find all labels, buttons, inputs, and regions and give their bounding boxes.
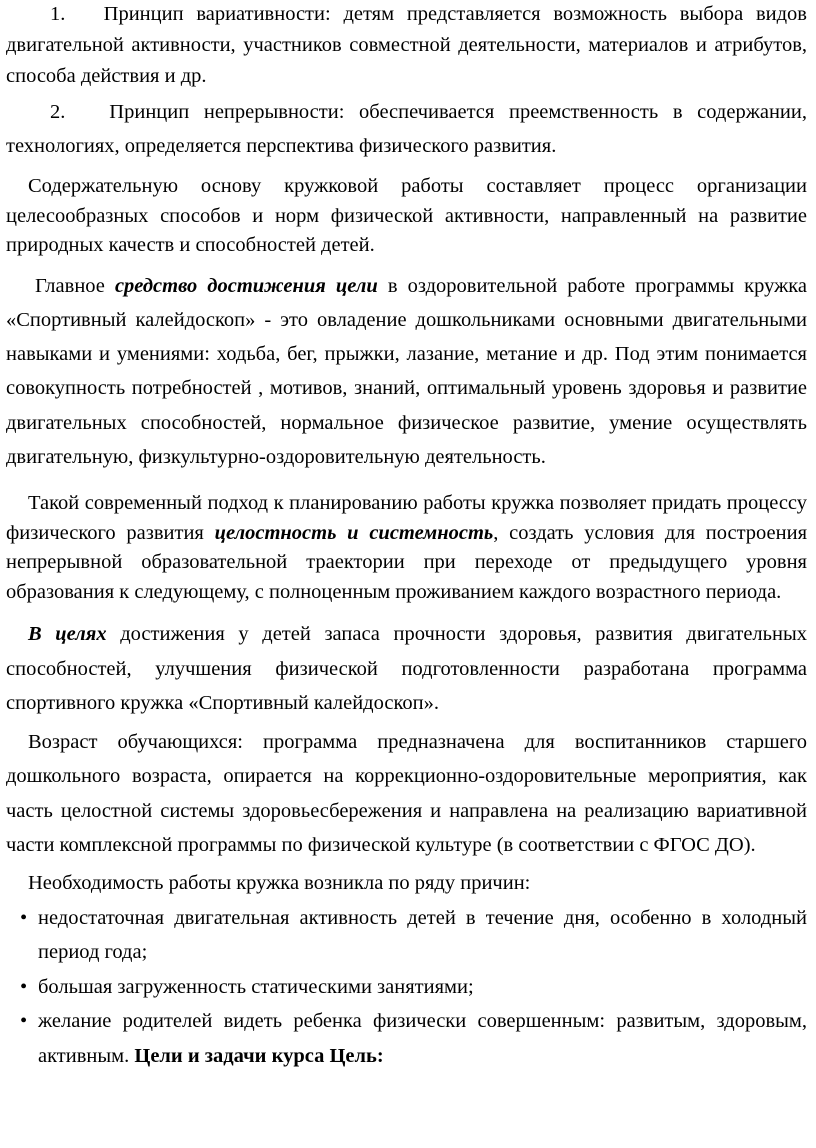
content-basis-paragraph — [6, 172, 807, 261]
paragraph-text: достижения у детей запаса прочности здоровья, развития двигательных способностей, улучшения физической подготовленности разработана программа спортивного кружка «Спортивный калейдоскоп». — [6, 623, 807, 714]
emphasis-text: средство достижения цели — [114, 274, 378, 297]
paragraph-text: Такой современный подход к планированию работы кружка позволяет придать процессу физического развития — [6, 492, 807, 544]
list-item-text: желание родителей видеть ребенка физически совершенным: развитым, здоровым, активным. — [38, 1010, 807, 1067]
list-number: 1. — [50, 3, 66, 25]
paragraph-text: Необходимость работы кружка возникла по ряду причин: — [28, 872, 531, 895]
paragraph-text: Главное — [35, 274, 115, 297]
list-item — [6, 901, 807, 970]
paragraph-text: Содержательную основу кружковой работы составляет процесс организации целесообразных способов и норм физической активности, направленный на развитие природных качеств и способностей детей. — [6, 175, 807, 256]
paragraph-text: , создать условия для построения непрерывной образовательной траектории при переходе от предыдущего уровня образования к следующему, с полноценным проживанием каждого возрастного периода. — [6, 521, 807, 603]
age-paragraph — [6, 725, 807, 862]
list-item — [6, 1004, 807, 1073]
paragraph-text: Принцип вариативности: детям представляется возможность выбора видов двигательной активности, участников совместной деятельности, материалов и атрибутов, способа действия и др. — [6, 3, 807, 87]
goals-paragraph — [6, 617, 807, 720]
list-item-text: недостаточная двигательная активность детей в течение дня, особенно в холодный период года; — [38, 906, 807, 964]
bullet-icon: • — [20, 975, 28, 998]
list-number: 2. — [50, 101, 66, 123]
principle-2-paragraph — [6, 96, 807, 163]
paragraph-text: Возраст обучающихся: программа предназначена для воспитанников старшего дошкольного возраста, опирается на коррекционно-оздоровительные мероприятия, как часть целостной системы здоровьесбережения и направлена на реализацию вариативной части комплексной программы по физической культуре (в соответствии с ФГОС ДО). — [6, 731, 807, 857]
list-item-text: большая загруженность статическими занятиями; — [38, 975, 474, 998]
bullet-icon: • — [20, 906, 28, 929]
modern-approach-paragraph — [6, 489, 807, 607]
list-item — [6, 970, 807, 1005]
bullet-icon: • — [20, 1010, 28, 1033]
paragraph-text: Принцип непрерывности: обеспечивается преемственность в содержании, технологиях, определяется перспектива физического развития. — [6, 101, 807, 157]
paragraph-text: в оздоровительной работе программы кружка «Спортивный калейдоскоп» - это овладение дошкольниками основными двигательными навыками и умениями: ходьба, бег, прыжки, лазание, метание и др. Под этим понимается совокупность потребностей , мотивов, знаний, оптимальный уровень здоровья и развитие двигательных способностей, нормальное физическое развитие, умение осуществлять двигательную, физкультурно-оздоровительную деятельность. — [6, 274, 808, 468]
section-heading: Цели и задачи курса Цель: — [134, 1044, 384, 1067]
emphasis-text: В целях — [28, 623, 107, 646]
principle-1-paragraph — [6, 0, 807, 92]
emphasis-text: целостность и системность — [214, 521, 494, 544]
main-means-paragraph — [6, 269, 807, 475]
reasons-intro-paragraph — [6, 866, 807, 900]
reasons-list — [6, 901, 807, 1074]
